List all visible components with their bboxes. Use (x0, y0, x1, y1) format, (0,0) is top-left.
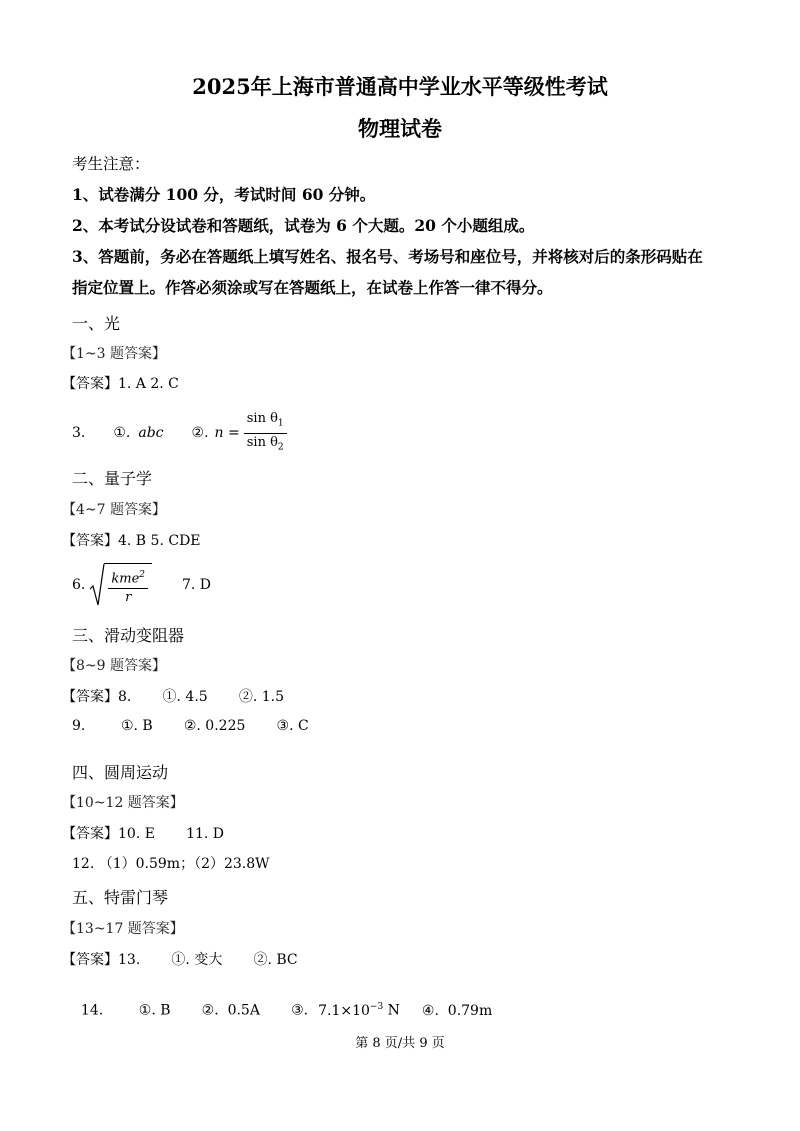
answer-q3 (72, 410, 287, 456)
answer-line: 9. ①. B ②. 0.225 ③. C (72, 718, 309, 734)
answer-range-tag: 【4~7 题答案】 (62, 502, 166, 518)
question-number: 3. (72, 425, 86, 442)
answer-line: 【答案】8. ①. 4.5 ②. 1.5 (62, 689, 284, 705)
page-title: 2025年上海市普通高中学业水平等级性考试 (192, 74, 608, 99)
section-title-circular-motion: 四、圆周运动 (72, 763, 169, 782)
answer-line: 【答案】4. B 5. CDE (62, 533, 201, 549)
answer-q14-value: 7.1×10 (318, 1002, 370, 1019)
answer-q14-prefix: 14. ①. B ②. 0.5A ③. (80, 1002, 309, 1019)
answer-line: 【答案】10. E 11. D (62, 826, 225, 842)
square-root-icon (89, 563, 105, 607)
numerator-subscript: 1 (277, 418, 284, 429)
answer-q14-unit: N (383, 1002, 400, 1019)
sub-answer-marker: ②. (191, 425, 209, 442)
sub-answer-marker: ①. (113, 425, 131, 442)
page-subtitle: 物理试卷 (358, 116, 442, 141)
section-title-light: 一、光 (72, 314, 121, 333)
sqrt-denominator: r (125, 590, 132, 606)
fraction-denominator: sin θ (246, 434, 278, 450)
notice-item-2: 2、本考试分设试卷和答题纸，试卷为 6 个大题。20 个小题组成。 (72, 216, 535, 235)
section-title-quantum: 二、量子学 (72, 469, 153, 488)
answer-q14-exponent: −3 (369, 1002, 384, 1012)
notice-item-3-cont: 指定位置上。作答必须涂或写在答题纸上，在试卷上作答一律不得分。 (72, 278, 553, 297)
answer-q14 (72, 986, 492, 1019)
notice-heading: 考生注意： (72, 155, 150, 173)
answer-q6-q7 (72, 563, 211, 607)
answer-line: 【答案】13. ①. 变大 ②. BC (62, 952, 298, 968)
notice-item-1: 1、试卷满分 100 分，考试时间 60 分钟。 (72, 185, 376, 204)
page-footer: 第 8 页/共 9 页 (355, 1036, 445, 1051)
answer-q7: 7. D (182, 577, 212, 594)
formula-lhs: n = (214, 425, 240, 442)
answer-line: 【答案】1. A 2. C (62, 376, 179, 392)
notice-item-3: 3、答题前，务必在答题纸上填写姓名、报名号、考场号和座位号，并将核对后的条形码贴在 (72, 247, 703, 266)
answer-line: 12. （1）0.59m；（2）23.8W (72, 856, 270, 872)
section-title-rheostat: 三、滑动变阻器 (72, 626, 185, 645)
answer-q14-d: ④. 0.79m (421, 1002, 493, 1019)
denominator-subscript: 2 (277, 442, 284, 453)
answer-range-tag: 【1~3 题答案】 (62, 346, 166, 362)
section-title-theremin: 五、特雷门琴 (72, 888, 169, 907)
answer-range-tag: 【8~9 题答案】 (62, 658, 166, 674)
sub-answer-value: abc (138, 425, 164, 442)
sqrt-numerator: kme (111, 571, 140, 587)
refraction-fraction (244, 410, 287, 456)
question-number: 6. (72, 577, 86, 594)
numerator-exponent: 2 (139, 570, 145, 580)
answer-range-tag: 【10~12 题答案】 (62, 795, 184, 811)
fraction-numerator: sin θ (246, 411, 278, 426)
answer-range-tag: 【13~17 题答案】 (62, 921, 184, 937)
